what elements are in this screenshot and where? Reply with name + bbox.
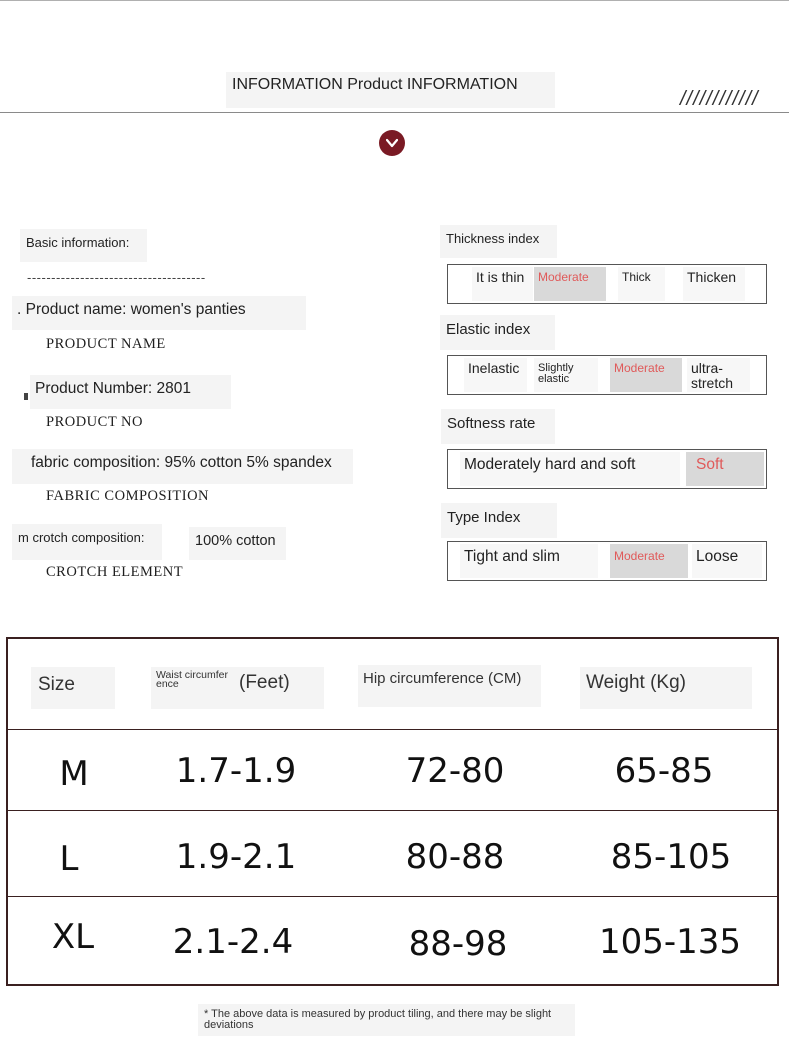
type-option-tight: Tight and slim [460,544,598,578]
softness-option-moderate: Moderately hard and soft [460,452,680,486]
section-title: INFORMATION Product INFORMATION [226,72,555,108]
type-index-title: Type Index [441,503,557,538]
header-decoration: //////////// [680,88,759,110]
thickness-option-thin: It is thin [472,267,533,301]
cell-weight: 85-105 [610,837,732,877]
thickness-index-title: Thickness index [440,225,557,258]
product-number: Product Number: 2801 [35,380,191,397]
fabric-composition: fabric composition: 95% cotton 5% spandex [31,454,332,471]
basic-divider: ------------------------------------- [27,270,206,285]
row-divider [8,896,777,897]
size-table [6,637,779,986]
header-divider [0,112,789,113]
basic-info-heading: Basic information: [26,235,130,250]
thickness-option-thicken: Thicken [683,267,745,301]
thickness-index-scale [447,264,767,304]
thickness-option-moderate: Moderate [534,267,606,301]
elastic-index-title: Elastic index [440,315,555,350]
row-divider [8,729,777,730]
header-hip: Hip circumference (CM) [363,670,522,687]
elastic-index-scale [447,355,767,395]
cell-hip: 72-80 [405,751,505,791]
product-name: . Product name: women's panties [17,301,246,318]
elastic-option-moderate: Moderate [610,358,682,392]
footnote: * The above data is measured by product tiling, and there may be slight deviations [198,1004,575,1036]
header-waist-unit: (Feet) [239,672,290,693]
elastic-option-inelastic: Inelastic [464,358,527,392]
elastic-option-slightly: Slightly elastic [534,358,598,392]
elastic-option-ultra: ultra-stretch [687,358,750,392]
type-index-scale [447,541,767,581]
row-divider [8,810,777,811]
type-option-moderate: Moderate [610,544,688,578]
softness-rate-title: Softness rate [441,409,555,444]
chevron-down-icon [379,130,405,156]
cell-waist: 2.1-2.4 [172,922,294,962]
cell-hip: 88-98 [408,924,508,964]
header-waist: Waist circumference [156,669,228,690]
top-border [0,0,789,1]
cell-weight: 105-135 [598,922,742,962]
header-weight: Weight (Kg) [586,672,686,693]
cell-size: L [59,839,79,879]
cell-size: XL [51,917,95,957]
fabric-label-en: FABRIC COMPOSITION [46,488,210,504]
softness-option-soft: Soft [686,452,764,486]
product-name-label-en: PRODUCT NAME [46,336,166,352]
header-size: Size [38,674,75,695]
crotch-composition-label: m crotch composition: [18,530,145,545]
product-number-label-en: PRODUCT NO [46,414,143,430]
cell-hip: 80-88 [405,837,505,877]
type-option-loose: Loose [692,544,762,578]
thickness-option-thick: Thick [618,267,665,301]
cell-waist: 1.7-1.9 [175,751,297,791]
softness-rate-scale [447,449,767,489]
crotch-label-en: CROTCH ELEMENT [46,564,184,580]
cell-weight: 65-85 [614,751,714,791]
crotch-composition-value: 100% cotton [195,533,276,549]
cell-size: M [59,754,89,794]
bullet-icon [24,393,28,400]
cell-waist: 1.9-2.1 [175,837,297,877]
